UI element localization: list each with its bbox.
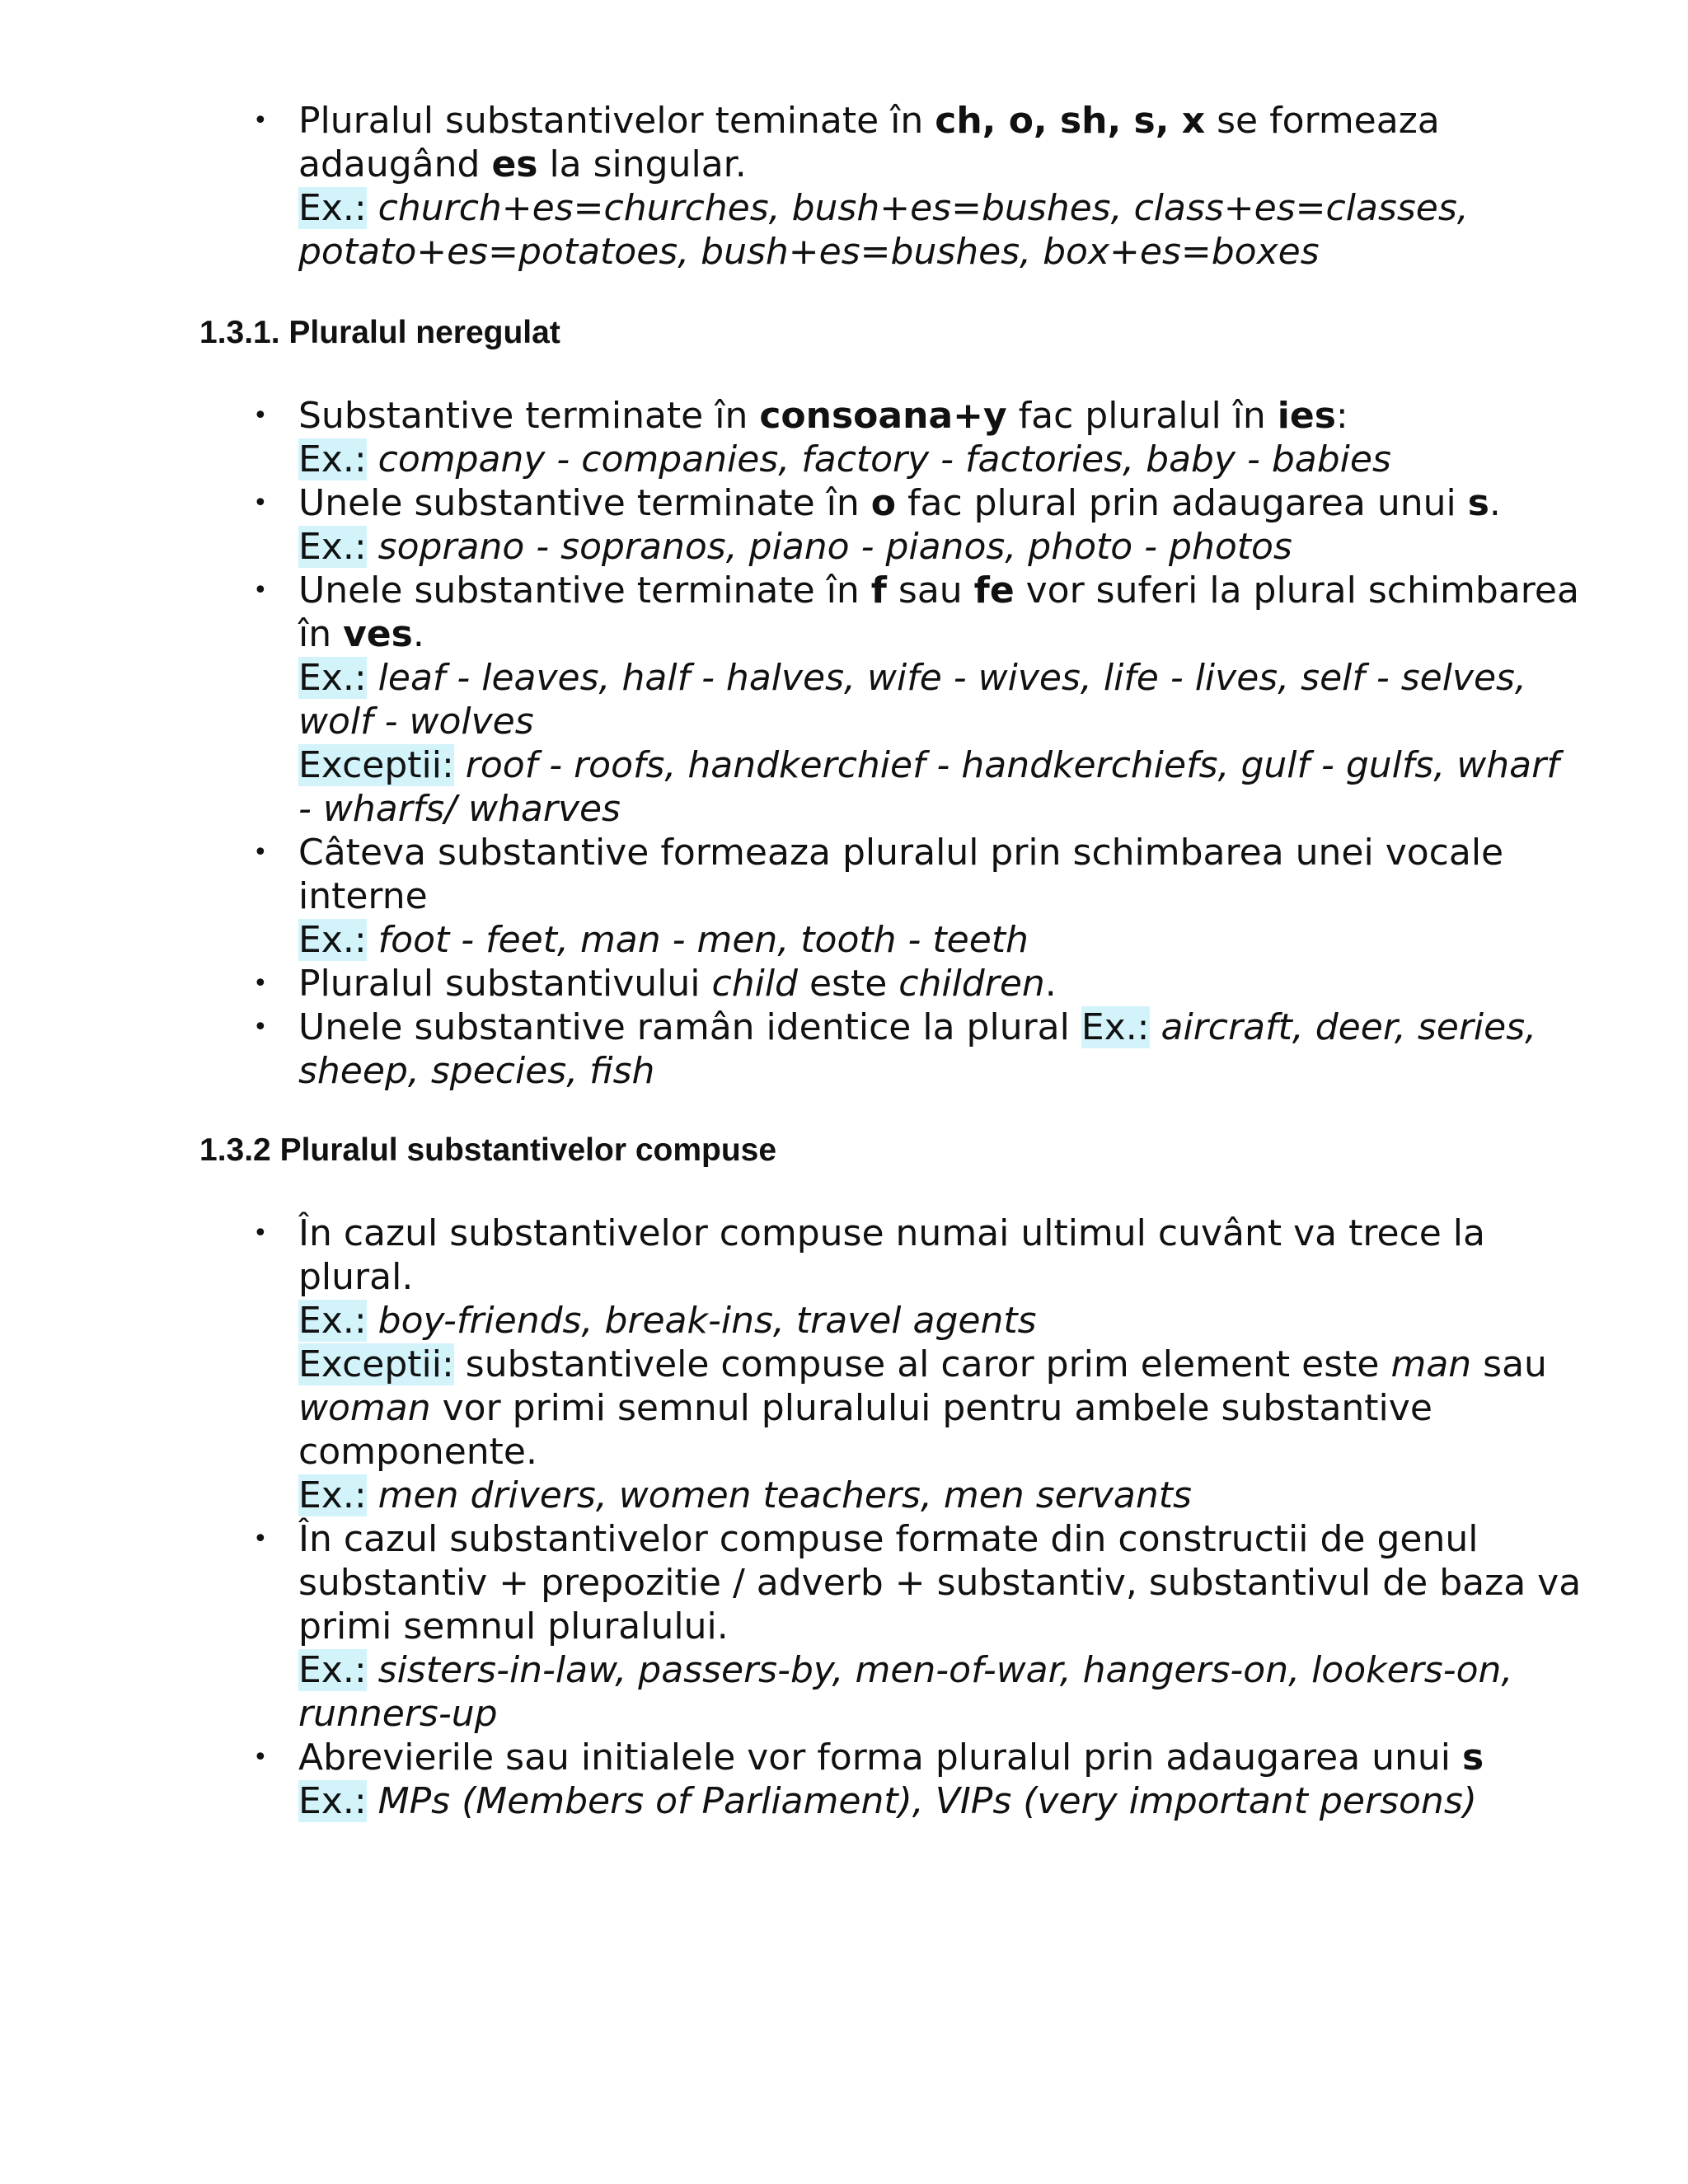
bold-text: ies <box>1277 395 1336 437</box>
text-span: Unele substantive terminate în <box>298 482 871 524</box>
text-line <box>298 1648 1581 1692</box>
bullet-icon: • <box>253 969 268 998</box>
text-span: . <box>1489 482 1501 524</box>
italic-text: sheep, species, fish <box>298 1050 655 1092</box>
italic-text: aircraft, deer, series, <box>1160 1006 1537 1048</box>
text-line <box>298 438 1579 481</box>
italic-text: foot - feet, man - men, tooth - teeth <box>377 919 1029 961</box>
text-span: este <box>797 963 899 1005</box>
text-span: Substantive terminate în <box>298 395 760 437</box>
section-heading-irregular: 1.3.1. Pluralul neregulat <box>199 315 560 350</box>
list-item <box>253 1005 1579 1093</box>
text-line <box>298 525 1579 569</box>
text-line <box>298 612 1579 656</box>
bullet-icon: • <box>253 489 268 518</box>
text-span: se formeaza <box>1205 100 1440 142</box>
text-line <box>298 569 1579 612</box>
exceptions-label: Exceptii: <box>298 1343 454 1385</box>
bold-text: fe <box>973 569 1015 612</box>
text-span: . <box>1044 963 1057 1005</box>
italic-text: company - companies, factory - factories, baby - babies <box>377 438 1391 480</box>
text-line <box>298 656 1579 700</box>
italic-text: church+es=churches, bush+es=bushes, class+es=classes, <box>377 187 1469 229</box>
text-line: primi semnul pluralului. <box>298 1605 729 1647</box>
list-item <box>253 1736 1581 1823</box>
bold-text: consoana+y <box>759 395 1007 437</box>
bold-text: ves <box>343 613 413 655</box>
text-line <box>298 1736 1581 1779</box>
text-span: la singular. <box>537 143 747 185</box>
list-item <box>253 1212 1581 1517</box>
compound-plural-list <box>253 1212 1582 1823</box>
text-span: Pluralul substantivelor teminate în <box>298 100 935 142</box>
text-span: vor suferi la plural schimbarea <box>1014 569 1579 612</box>
text-span: în <box>298 613 344 655</box>
italic-text: MPs (Members of Parliament), VIPs (very important persons) <box>377 1780 1477 1822</box>
text-line <box>298 1049 1579 1093</box>
text-line <box>298 918 1579 962</box>
italic-text: potato+es=potatoes, bush+es=bushes, box+es=boxes <box>298 231 1320 273</box>
text-line <box>298 962 1579 1005</box>
list-item <box>253 831 1579 962</box>
italic-text: soprano - sopranos, piano - pianos, photo - photos <box>377 526 1292 568</box>
text-span: sau <box>1471 1343 1547 1385</box>
text-line <box>298 481 1579 525</box>
text-line <box>298 1299 1581 1343</box>
list-item <box>253 569 1579 831</box>
text-span: Unele substantive ramân identice la plural <box>298 1006 1081 1048</box>
list-item <box>253 962 1579 1005</box>
bold-text: f <box>870 569 887 612</box>
section-heading-compound: 1.3.2 Pluralul substantivelor compuse <box>199 1132 777 1168</box>
italic-text: men drivers, women teachers, men servants <box>377 1474 1192 1516</box>
text-line: plural. <box>298 1256 414 1298</box>
text-span: Unele substantive terminate în <box>298 569 871 612</box>
text-line <box>298 394 1579 438</box>
text-line <box>298 1692 1581 1736</box>
text-line <box>298 1474 1581 1517</box>
text-line <box>298 186 1469 230</box>
list-item <box>253 394 1579 481</box>
text-line: interne <box>298 875 428 917</box>
text-line <box>298 743 1579 787</box>
text-line <box>298 700 1579 743</box>
bullet-icon: • <box>253 1219 268 1248</box>
italic-text: roof - roofs, handkerchief - handkerchiefs, gulf - gulfs, wharf <box>465 744 1559 786</box>
italic-text: children <box>898 963 1045 1005</box>
bullet-icon: • <box>253 1525 268 1554</box>
text-span: Abrevierile sau initialele vor forma pluralul prin adaugarea unui <box>298 1736 1463 1779</box>
list-item <box>253 481 1579 569</box>
italic-text: sisters-in-law, passers-by, men-of-war, hangers-on, lookers-on, <box>377 1649 1513 1691</box>
text-line: componente. <box>298 1431 537 1473</box>
text-line: Câteva substantive formeaza pluralul prin schimbarea unei vocale <box>298 832 1504 874</box>
text-line <box>298 143 1469 186</box>
list-item <box>253 99 1469 274</box>
text-line <box>298 230 1469 274</box>
example-label: Ex.: <box>298 657 367 699</box>
text-span: adaugând <box>298 143 492 185</box>
example-label: Ex.: <box>1081 1006 1150 1048</box>
text-line: substantiv + prepozitie / adverb + substantiv, substantivul de baza va <box>298 1562 1582 1604</box>
italic-text: runners-up <box>298 1693 498 1735</box>
text-span: : <box>1335 395 1348 437</box>
text-line <box>298 1386 1581 1430</box>
bullet-icon: • <box>253 838 268 867</box>
example-label: Ex.: <box>298 526 367 568</box>
text-line <box>298 787 1579 831</box>
text-span: substantivele compuse al caror prim element este <box>465 1343 1391 1385</box>
text-line: În cazul substantivelor compuse numai ultimul cuvânt va trece la <box>298 1212 1485 1254</box>
bold-text: s <box>1462 1736 1484 1779</box>
italic-text: child <box>711 963 798 1005</box>
bold-text: o <box>870 482 896 524</box>
irregular-plural-list <box>253 394 1579 1093</box>
text-span: . <box>412 613 424 655</box>
text-span: fac pluralul în <box>1006 395 1278 437</box>
example-label: Ex.: <box>298 1474 367 1516</box>
bullet-icon: • <box>253 1013 268 1042</box>
italic-text: woman <box>298 1387 431 1429</box>
plural-es-list <box>253 99 1469 274</box>
bullet-icon: • <box>253 106 268 135</box>
italic-text: leaf - leaves, half - halves, wife - wives, life - lives, self - selves, <box>377 657 1526 699</box>
italic-text: boy-friends, break-ins, travel agents <box>377 1300 1037 1342</box>
example-label: Ex.: <box>298 438 367 480</box>
italic-text: man <box>1390 1343 1472 1385</box>
italic-text: wolf - wolves <box>298 701 534 743</box>
text-line <box>298 1343 1581 1386</box>
text-span: sau <box>886 569 974 612</box>
bullet-icon: • <box>253 1743 268 1772</box>
list-item <box>253 1517 1582 1736</box>
example-label: Ex.: <box>298 919 367 961</box>
example-label: Ex.: <box>298 187 367 229</box>
text-span: vor primi semnul pluralului pentru ambele substantive <box>430 1387 1432 1429</box>
example-label: Ex.: <box>298 1780 367 1822</box>
italic-text: - wharfs/ wharves <box>298 788 621 830</box>
bold-text: es <box>491 143 538 185</box>
text-line <box>298 1005 1579 1049</box>
text-span: fac plural prin adaugarea unui <box>896 482 1468 524</box>
example-label: Ex.: <box>298 1300 367 1342</box>
text-line <box>298 99 1469 143</box>
bold-text: ch, o, sh, s, x <box>935 100 1206 142</box>
bullet-icon: • <box>253 401 268 430</box>
text-span: Pluralul substantivului <box>298 963 712 1005</box>
exceptions-label: Exceptii: <box>298 744 454 786</box>
bullet-icon: • <box>253 576 268 605</box>
text-line: În cazul substantivelor compuse formate din constructii de genul <box>298 1518 1479 1560</box>
example-label: Ex.: <box>298 1649 367 1691</box>
text-line <box>298 1779 1581 1823</box>
bold-text: s <box>1467 482 1489 524</box>
